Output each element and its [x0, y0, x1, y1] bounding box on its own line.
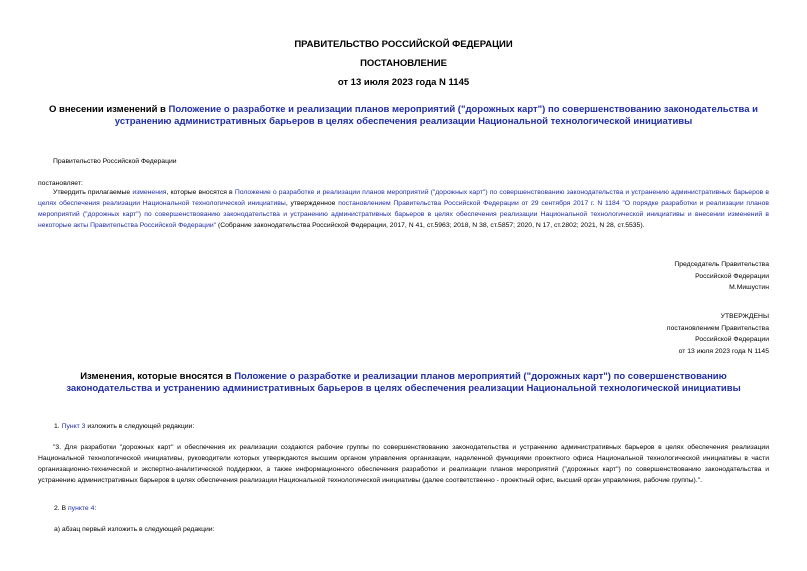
decree-1184-link[interactable]: постановлением Правительства Российской Федерации от 29 сентября 2017 г. N 1184 "О порядке разработки и реализации планов мероприятий ("дорожных карт") по совершенствованию законодательства и устранению административных барьеров в целях обеспечения реализации Национальной технологической инициативы и внесении изменений в некоторые акты Правительства Российской Федерации": [38, 200, 769, 229]
item-2: [54, 503, 96, 514]
government-header: ПРАВИТЕЛЬСТВО РОССИЙСКОЙ ФЕДЕРАЦИИ: [294, 39, 513, 50]
regulation-link[interactable]: Положение о разработке и реализации планов мероприятий ("дорожных карт") по совершенствованию законодательства и устранению административных барьеров в целях обеспечения реализации Национальной технологической инициативы: [38, 189, 769, 207]
changes-link[interactable]: изменения: [132, 189, 167, 196]
changes-title-prefix: Изменения, которые вносятся в: [80, 371, 235, 382]
quoted-point-3: "3. Для разработки "дорожных карт" и обеспечения их реализации создаются рабочие группы по совершенствованию законодательства и устранению административных барьеров в целях обеспечения реализации Национальной технологической инициативы, руководители которых утверждаются высшим органом управления организации, наделенной функциями проектного офиса Национальной технологической инициативы в части организационно-технической и экспертно-аналитической поддержки, а также информационного обеспечения разработки и реализации планов мероприятий ("дорожных карт") по совершенствованию законодательства и устранению административных барьеров в целях обеспечения реализации Национальной технологической инициативы (далее соответственно - проектный офис, высший орган управления, рабочие группы).".: [38, 444, 769, 484]
approved-date: от 13 июля 2023 года N 1145: [678, 347, 769, 355]
point-3-link[interactable]: Пункт 3: [61, 423, 86, 430]
item-1: [54, 421, 194, 432]
p1-text-2: , которые вносятся в: [166, 189, 235, 196]
intro-text: Правительство Российской Федерации: [53, 158, 177, 165]
title-prefix: О внесении изменений в: [48, 104, 169, 115]
changes-title-regulation-link[interactable]: Положение о разработке и реализации планов мероприятий ("дорожных карт") по совершенствованию законодательства и устранению административных барьеров в целях обеспечения реализации Национальной технологической инициативы: [66, 371, 741, 394]
title-regulation-link[interactable]: Положение о разработке и реализации планов мероприятий ("дорожных карт") по совершенствованию законодательства и устранению административных барьеров в целях обеспечения реализации Национальной технологической инициативы: [114, 104, 759, 127]
point-4-link[interactable]: пункте 4: [67, 505, 95, 512]
approved-by: постановлением Правительства: [666, 324, 769, 332]
p1-text-4: (Собрание законодательства Российской Федерации, 2017, N 41, ст.5963; 2018, N 38, ст.5857; 2020, N 17, ст.2802; 2021, N 28, ст.5535).: [216, 222, 645, 229]
changes-title: [40, 371, 767, 395]
item-2-text: 2. В: [54, 505, 68, 512]
signature-country: Российской Федерации: [695, 272, 769, 280]
p1-text-3: , утвержденное: [285, 200, 339, 207]
item-1-number: 1.: [54, 423, 62, 430]
item-2-end: :: [94, 505, 97, 512]
document-date-number: от 13 июля 2023 года N 1145: [337, 77, 470, 88]
signature-position: Председатель Правительства: [674, 261, 769, 268]
paragraph-approve: [38, 187, 769, 231]
approved-label: УТВЕРЖДЕНЫ: [720, 313, 769, 320]
approved-block: [667, 311, 769, 357]
item-1-text: изложить в следующей редакции:: [85, 423, 195, 430]
item-2a: а) абзац первый изложить в следующей редакции:: [54, 526, 215, 533]
signature-block: [674, 259, 769, 294]
document-type: ПОСТАНОВЛЕНИЕ: [360, 58, 447, 69]
p1-text-1: Утвердить прилагаемые: [53, 189, 133, 196]
decides-text: постановляет:: [38, 180, 83, 187]
approved-country: Российской Федерации: [695, 336, 769, 343]
document-title: [30, 104, 777, 128]
signature-name: М.Мишустин: [729, 284, 769, 291]
